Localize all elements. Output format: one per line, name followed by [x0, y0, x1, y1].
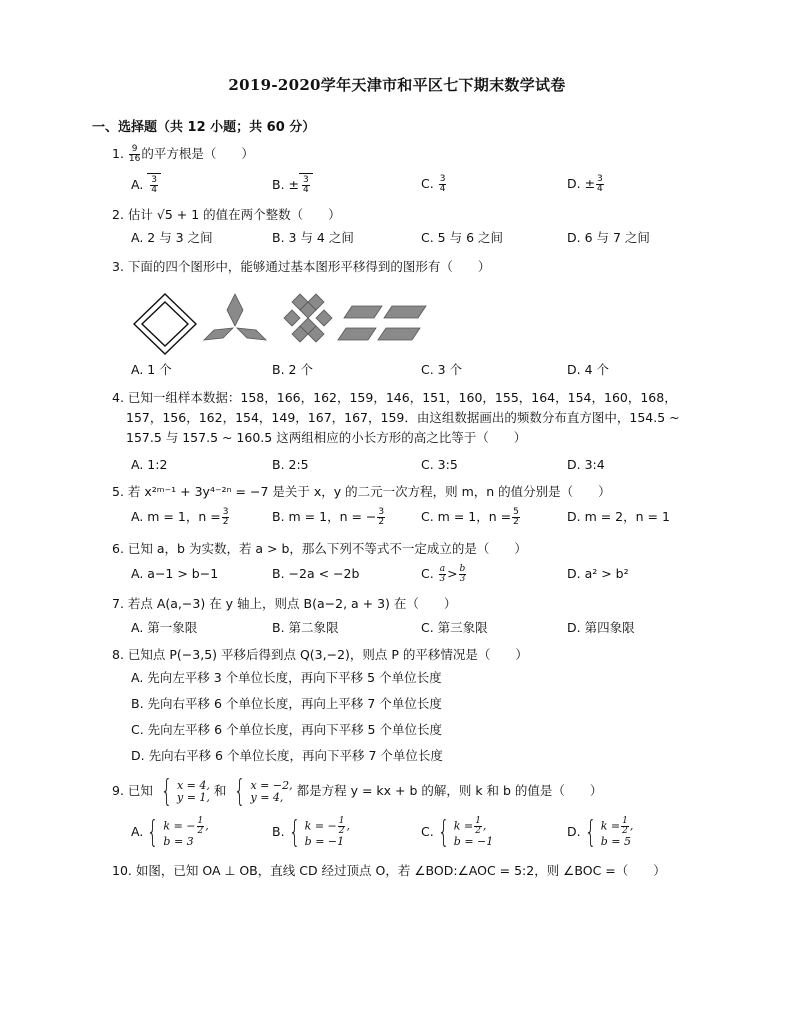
- question-4: [112, 388, 712, 448]
- q7-option-c[interactable]: C. 第三象限: [421, 620, 488, 635]
- q1-option-c[interactable]: C. $\frac{3}{4}$: [421, 174, 446, 194]
- q6-option-c[interactable]: C. $\frac{a}{3}$ > $\frac{b}{3}$: [421, 564, 466, 584]
- q9-option-b[interactable]: B. { k = − $\frac{1}{2}$ , b = −1: [272, 814, 350, 850]
- q9-system-1: { x = 4, y = 1,: [160, 773, 210, 809]
- q9-option-c[interactable]: C. { k = $\frac{1}{2}$ , b = −1: [421, 814, 494, 850]
- q6-option-d[interactable]: D. a² > b²: [567, 566, 629, 581]
- q1-number: 1.: [112, 146, 124, 161]
- q8-option-d[interactable]: D. 先向右平移 6 个单位长度，再向下平移 7 个单位长度: [131, 748, 443, 763]
- q7-option-d[interactable]: D. 第四象限: [567, 620, 635, 635]
- question-2: 2. 估计 √5 + 1 的值在两个整数（ ）: [112, 207, 341, 222]
- question-10: 10. 如图，已知 OA ⊥ OB，直线 CD 经过顶点 O，若 ∠BOD:∠AOC = 5:2，则 ∠BOC =（ ）: [112, 863, 666, 878]
- question-9: 9. 已知 { x = 4, y = 1, 和 { x = −2, y = 4, 都是方程 y = kx + b 的解，则 k 和 b 的值是（ ）: [112, 773, 603, 809]
- figure-nested-squares: [134, 294, 196, 354]
- q5-option-a[interactable]: A. m = 1，n = $\frac{3}{2}$: [131, 507, 229, 527]
- q5-option-c[interactable]: C. m = 1，n = $\frac{5}{2}$: [421, 507, 519, 527]
- section-heading: 一、选择题（共 12 小题；共 60 分）: [92, 120, 316, 135]
- q1-text: 的平方根是（ ）: [141, 146, 254, 161]
- q2-option-b[interactable]: B. 3 与 4 之间: [272, 230, 354, 245]
- q6-option-a[interactable]: A. a−1 > b−1: [131, 566, 219, 581]
- q1-option-a[interactable]: A. $\frac{3}{4}$: [131, 173, 161, 196]
- q6-options: [131, 563, 731, 585]
- q4-option-c[interactable]: C. 3:5: [421, 457, 458, 472]
- q1-option-d[interactable]: D. ± $\frac{3}{4}$: [567, 174, 603, 194]
- question-6: 6. 已知 a，b 为实数，若 a > b，那么下列不等式不一定成立的是（ ）: [112, 541, 527, 556]
- q3-option-c[interactable]: C. 3 个: [421, 362, 463, 377]
- q5-options: [131, 506, 731, 528]
- q4-option-d[interactable]: D. 3:4: [567, 457, 605, 472]
- q3-option-a[interactable]: A. 1 个: [131, 362, 172, 377]
- q9-option-d[interactable]: D. { k = $\frac{1}{2}$ , b = 5: [567, 814, 634, 850]
- question-1: [112, 144, 712, 164]
- question-7: 7. 若点 A(a,−3) 在 y 轴上，则点 B(a−2, a + 3) 在（ ）: [112, 596, 457, 611]
- q5-option-b[interactable]: B. m = 1，n = − $\frac{3}{2}$: [272, 507, 385, 527]
- q8-option-b[interactable]: B. 先向右平移 6 个单位长度，再向上平移 7 个单位长度: [131, 696, 442, 711]
- q3-option-b[interactable]: B. 2 个: [272, 362, 313, 377]
- q6-option-b[interactable]: B. −2a < −2b: [272, 566, 360, 581]
- q9-option-a[interactable]: A. { k = − $\frac{1}{2}$ , b = 3: [131, 814, 209, 850]
- q7-options: [131, 617, 731, 639]
- q4-option-a[interactable]: A. 1:2: [131, 457, 168, 472]
- q2-option-c[interactable]: C. 5 与 6 之间: [421, 230, 504, 245]
- question-8: 8. 已知点 P(−3,5) 平移后得到点 Q(3,−2)，则点 P 的平移情况是（ ）: [112, 647, 528, 662]
- q1-options: [131, 173, 731, 195]
- figure-parallelograms: [338, 306, 426, 340]
- q4-line-1: 4. 已知一组样本数据：158，166，162，159，146，151，160，155，164，154，160，168，: [112, 390, 677, 405]
- q8-option-a[interactable]: A. 先向左平移 3 个单位长度，再向下平移 5 个单位长度: [131, 670, 442, 685]
- question-5: 5. 若 x²ᵐ⁻¹ + 3y⁴⁻²ⁿ = −7 是关于 x，y 的二元一次方程，则 m，n 的值分别是（ ）: [112, 484, 611, 499]
- q2-options: [131, 227, 731, 249]
- q7-option-b[interactable]: B. 第二象限: [272, 620, 339, 635]
- q9-options: [131, 814, 731, 850]
- q9-system-2: { x = −2, y = 4,: [234, 773, 293, 809]
- q3-figures: [128, 288, 438, 360]
- q2-option-d[interactable]: D. 6 与 7 之间: [567, 230, 650, 245]
- figure-three-rhombi: [204, 294, 266, 340]
- q4-line-3: 157.5 与 157.5 ~ 160.5 这两组相应的小长方形的高之比等于（ ）: [126, 430, 527, 445]
- q5-option-d[interactable]: D. m = 2，n = 1: [567, 509, 670, 524]
- q4-option-b[interactable]: B. 2:5: [272, 457, 309, 472]
- q3-option-d[interactable]: D. 4 个: [567, 362, 609, 377]
- q8-option-c[interactable]: C. 先向左平移 6 个单位长度，再向下平移 5 个单位长度: [131, 722, 442, 737]
- q3-options: [131, 359, 731, 381]
- figure-cross-squares: [284, 294, 332, 342]
- q7-option-a[interactable]: A. 第一象限: [131, 620, 198, 635]
- page-title: 2019-2020学年天津市和平区七下期末数学试卷: [228, 76, 566, 94]
- q1-option-b[interactable]: B. ± $\frac{3}{4}$: [272, 173, 313, 196]
- q1-fraction: $\frac{9}{16}$: [128, 144, 141, 164]
- q2-option-a[interactable]: A. 2 与 3 之间: [131, 230, 213, 245]
- q4-options: [131, 454, 731, 476]
- question-3: 3. 下面的四个图形中，能够通过基本图形平移得到的图形有（ ）: [112, 259, 491, 274]
- q4-line-2: 157，156，162，154，149，167，167，159．由这组数据画出的频数分布直方图中，154.5 ~: [126, 410, 680, 425]
